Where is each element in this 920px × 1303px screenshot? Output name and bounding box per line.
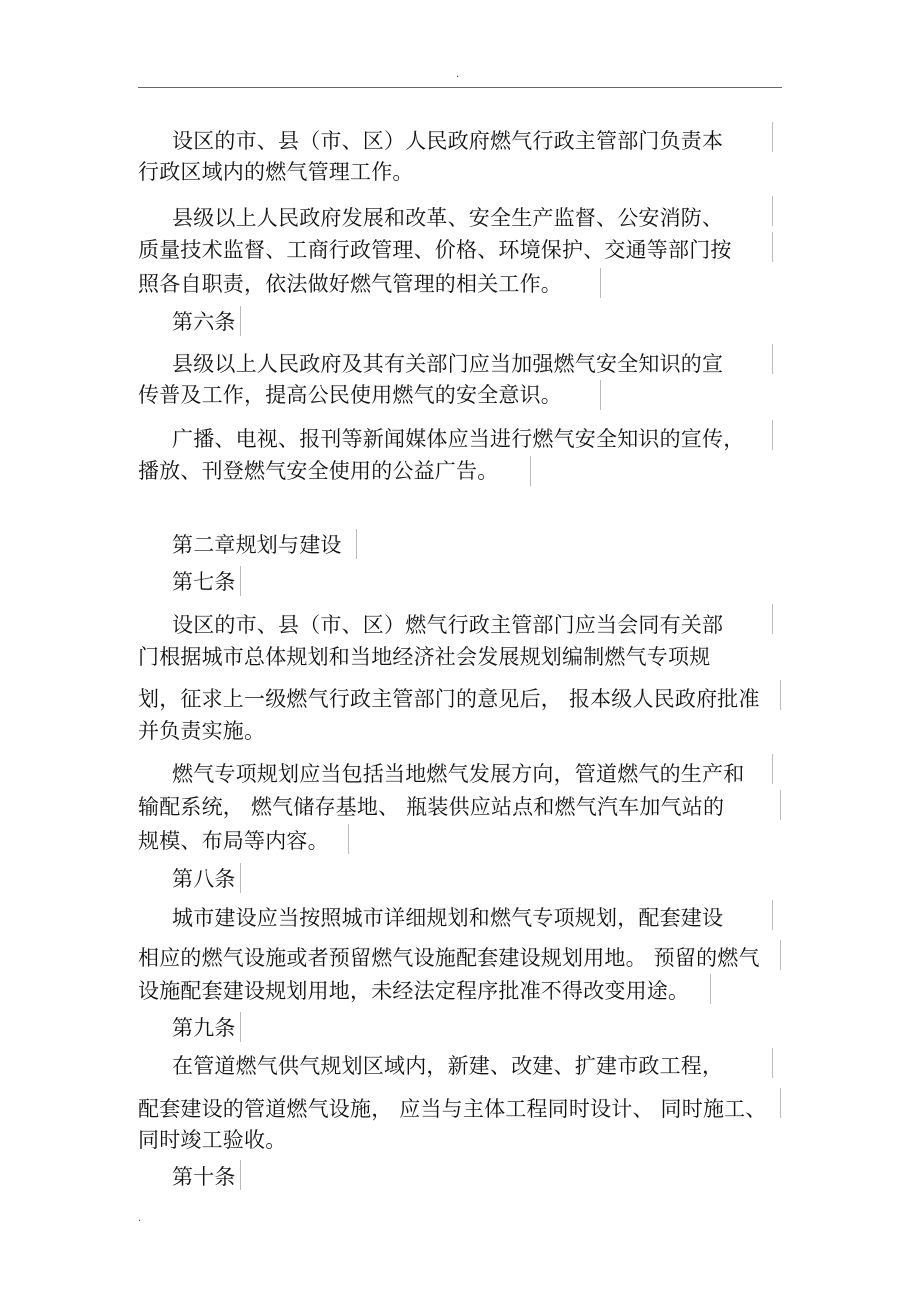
header-rule <box>138 87 782 88</box>
text-line: 设区的市、县（市、区）人民政府燃气行政主管部门负责本 <box>172 129 724 153</box>
margin-mark <box>772 604 773 634</box>
margin-mark <box>356 529 357 559</box>
article-heading: 第十条 <box>172 1165 236 1189</box>
article-heading: 第六条 <box>172 310 236 334</box>
text-line: 输配系统， 燃气储存基地、 瓶装供应站点和燃气汽车加气站的 <box>138 795 725 819</box>
text-line: 县级以上人民政府及其有关部门应当加强燃气安全知识的宣 <box>172 352 724 376</box>
margin-mark <box>772 344 773 374</box>
margin-mark <box>240 306 241 336</box>
text-line: 传普及工作，提高公民使用燃气的安全意识。 <box>138 383 562 407</box>
text-line: 设区的市、县（市、区）燃气行政主管部门应当会同有关部 <box>172 613 724 637</box>
header-mark: . <box>456 69 460 80</box>
text-line: 规模、布局等内容。 <box>138 829 329 853</box>
text-line: 播放、刊登燃气安全使用的公益广告。 <box>138 459 499 483</box>
article-heading: 第八条 <box>172 867 236 891</box>
margin-mark <box>240 1012 241 1042</box>
margin-mark <box>600 380 601 410</box>
margin-mark <box>772 196 773 226</box>
text-line: 门根据城市总体规划和当地经济社会发展规划编制燃气专项规 <box>138 645 711 669</box>
margin-mark <box>600 268 601 298</box>
text-line: 燃气专项规划应当包括当地燃气发展方向，管道燃气的生产和 <box>172 762 745 786</box>
text-line: 设施配套建设规划用地，未经法定程序批准不得改变用途。 <box>138 979 690 1003</box>
text-line: 同时竣工验收。 <box>138 1128 287 1152</box>
chapter-heading: 第二章规划与建设 <box>172 533 342 557</box>
margin-mark <box>348 824 349 854</box>
margin-mark <box>780 940 781 970</box>
text-line: 城市建设应当按照城市详细规划和燃气专项规划，配套建设 <box>172 906 724 930</box>
margin-mark <box>780 680 781 710</box>
text-line: 行政区域内的燃气管理工作。 <box>138 160 414 184</box>
margin-mark <box>240 863 241 893</box>
margin-mark <box>772 122 773 152</box>
text-line: 并负责实施。 <box>138 719 266 743</box>
margin-mark <box>780 1088 781 1118</box>
margin-mark <box>240 1160 241 1190</box>
text-line: 照各自职责，依法做好燃气管理的相关工作。 <box>138 272 562 296</box>
margin-mark <box>530 456 531 486</box>
text-line: 质量技术监督、工商行政管理、价格、环境保护、交通等部门按 <box>138 238 732 262</box>
text-line: 划，征求上一级燃气行政主管部门的意见后， 报本级人民政府批准 <box>138 687 760 711</box>
margin-mark <box>772 232 773 262</box>
margin-mark <box>772 754 773 784</box>
text-line: 广播、电视、报刊等新闻媒体应当进行燃气安全知识的宣传， <box>172 427 745 451</box>
margin-mark <box>780 790 781 820</box>
article-heading: 第七条 <box>172 570 236 594</box>
article-heading: 第九条 <box>172 1016 236 1040</box>
margin-mark <box>772 420 773 450</box>
text-line: 在管道燃气供气规划区域内，新建、改建、扩建市政工程， <box>172 1054 724 1078</box>
text-line: 配套建设的管道燃气设施， 应当与主体工程同时设计、 同时施工、 <box>138 1097 767 1121</box>
text-line: 相应的燃气设施或者预留燃气设施配套建设规划用地。 预留的燃气 <box>138 946 760 970</box>
margin-mark <box>772 900 773 930</box>
margin-mark <box>240 566 241 596</box>
margin-mark <box>710 974 711 1004</box>
footer-mark: . <box>138 1213 142 1224</box>
margin-mark <box>772 1048 773 1078</box>
text-line: 县级以上人民政府发展和改革、安全生产监督、公安消防、 <box>172 206 724 230</box>
